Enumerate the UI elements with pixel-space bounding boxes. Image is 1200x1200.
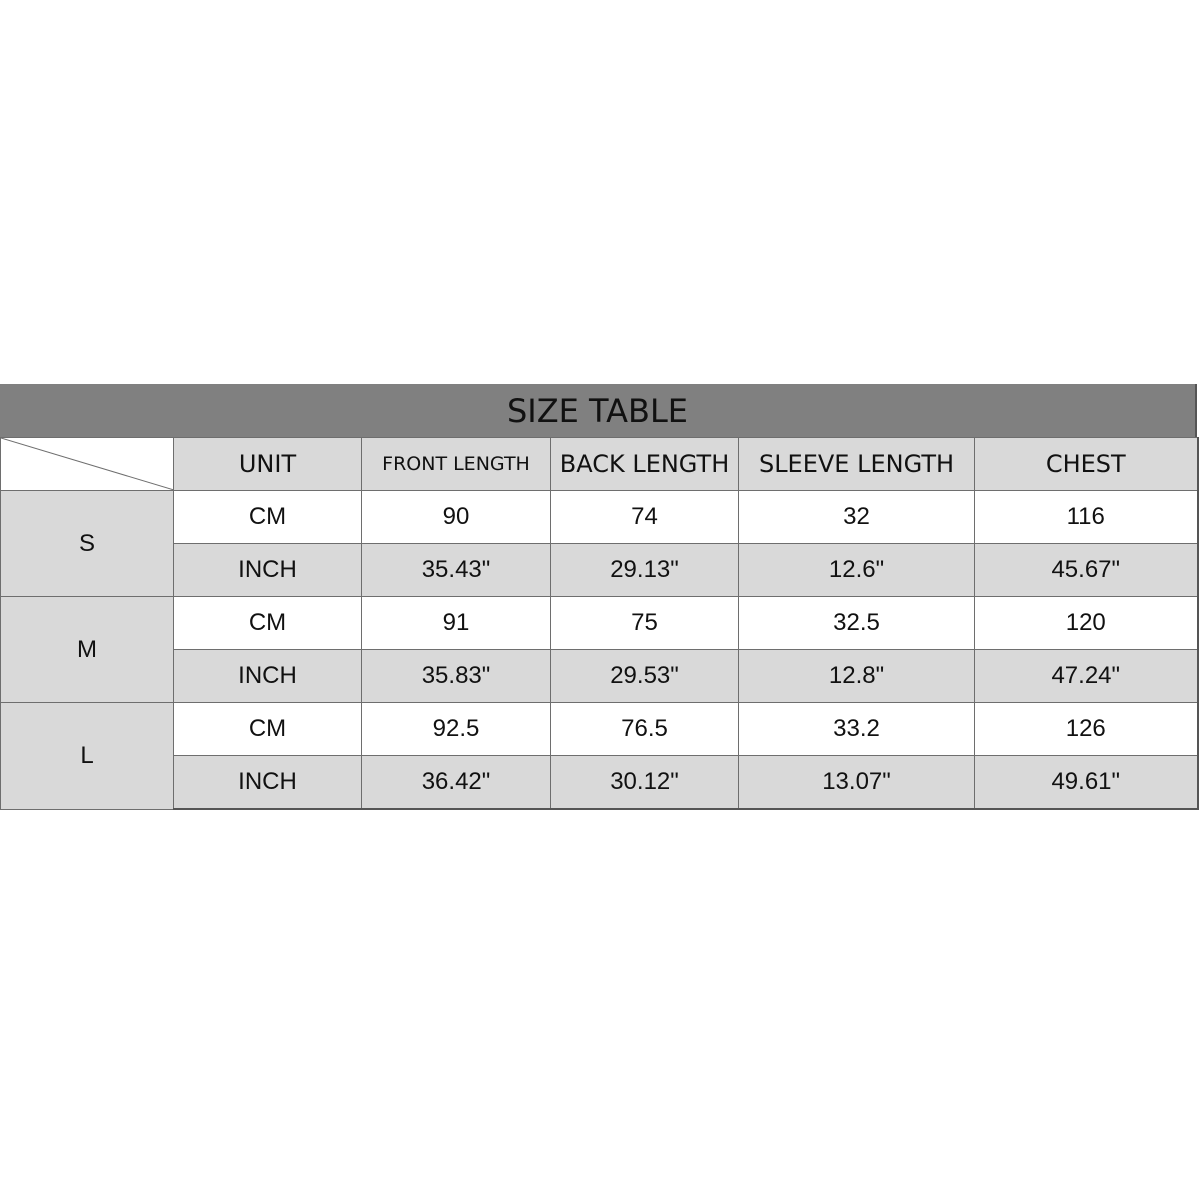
unit-cell: INCH: [174, 544, 362, 597]
sleeve-length-cell: 32: [739, 491, 975, 544]
table-row: [1, 756, 1198, 810]
table-row: [1, 544, 1198, 597]
unit-cell: INCH: [174, 756, 362, 810]
table-row: [1, 650, 1198, 703]
header-unit: UNIT: [174, 438, 362, 491]
sleeve-length-cell: 33.2: [739, 703, 975, 756]
chest-cell: 49.61": [975, 756, 1198, 810]
front-length-cell: 92.5: [362, 703, 551, 756]
diagonal-line-icon: [1, 438, 174, 490]
front-length-cell: 91: [362, 597, 551, 650]
sleeve-length-cell: 12.6": [739, 544, 975, 597]
corner-cell: [1, 438, 174, 491]
front-length-cell: 90: [362, 491, 551, 544]
size-label-l: L: [1, 703, 174, 810]
front-length-cell: 35.83": [362, 650, 551, 703]
chest-cell: 45.67": [975, 544, 1198, 597]
chest-cell: 47.24": [975, 650, 1198, 703]
unit-cell: CM: [174, 597, 362, 650]
chest-cell: 116: [975, 491, 1198, 544]
sleeve-length-cell: 32.5: [739, 597, 975, 650]
table-title: SIZE TABLE: [0, 384, 1197, 437]
front-length-cell: 36.42": [362, 756, 551, 810]
back-length-cell: 74: [551, 491, 739, 544]
header-front-length: FRONT LENGTH: [362, 438, 551, 491]
back-length-cell: 76.5: [551, 703, 739, 756]
back-length-cell: 30.12": [551, 756, 739, 810]
chest-cell: 120: [975, 597, 1198, 650]
size-grid: [0, 437, 1199, 810]
table-row: [1, 597, 1198, 650]
sleeve-length-cell: 12.8": [739, 650, 975, 703]
size-label-m: M: [1, 597, 174, 703]
back-length-cell: 29.53": [551, 650, 739, 703]
header-row: [1, 438, 1198, 491]
unit-cell: INCH: [174, 650, 362, 703]
header-chest: CHEST: [975, 438, 1198, 491]
front-length-cell: 35.43": [362, 544, 551, 597]
back-length-cell: 29.13": [551, 544, 739, 597]
back-length-cell: 75: [551, 597, 739, 650]
unit-cell: CM: [174, 491, 362, 544]
sleeve-length-cell: 13.07": [739, 756, 975, 810]
header-sleeve-length: SLEEVE LENGTH: [739, 438, 975, 491]
table-row: [1, 491, 1198, 544]
size-label-s: S: [1, 491, 174, 597]
header-back-length: BACK LENGTH: [551, 438, 739, 491]
unit-cell: CM: [174, 703, 362, 756]
table-row: [1, 703, 1198, 756]
size-table: [0, 384, 1197, 810]
chest-cell: 126: [975, 703, 1198, 756]
